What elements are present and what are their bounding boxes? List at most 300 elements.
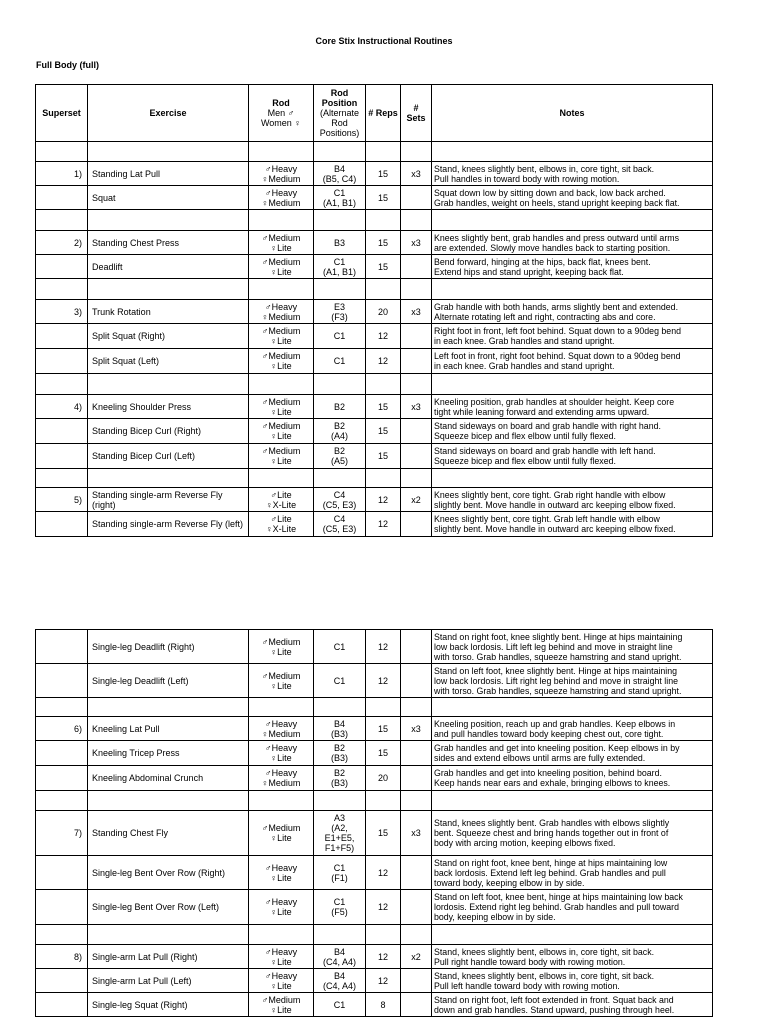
rod-position: C1 (333, 641, 346, 652)
reps-value: 15 (366, 444, 401, 469)
notes-line: sides and extend elbows until arms are fully extended. (434, 753, 646, 763)
rod-position: C1 (333, 862, 346, 873)
empty-cell (314, 210, 366, 231)
superset-number (36, 255, 88, 279)
reps-value: 15 (366, 186, 401, 210)
empty-cell (401, 791, 432, 811)
section-title: Full Body (full) (36, 60, 99, 70)
reps-value: 12 (366, 512, 401, 537)
notes-cell (432, 664, 713, 698)
rod-men: ♂Heavy (264, 897, 298, 907)
exercise-row (36, 444, 713, 469)
empty-cell (432, 469, 713, 488)
rod-men: ♂Medium (261, 256, 301, 267)
sets-value (401, 419, 432, 444)
superset-number (36, 856, 88, 890)
notes-line: in each knee. Grab handles and stand upright. (434, 361, 615, 371)
empty-cell (401, 374, 432, 395)
notes-line: Kneeling position, grab handles at shoulder height. Keep core (434, 396, 675, 407)
sets-value (401, 349, 432, 374)
sets-value (401, 444, 432, 469)
empty-cell (88, 142, 249, 162)
rod-cell (249, 993, 314, 1017)
rod-position-cell (314, 349, 366, 374)
rod-men: ♂Medium (261, 326, 301, 336)
empty-cell (366, 469, 401, 488)
rod-cell (249, 741, 314, 766)
exercise-row (36, 186, 713, 210)
notes-line: Pull right handle toward body with rowing motion. (434, 956, 626, 967)
superset-number: 1) (36, 162, 88, 186)
empty-cell (401, 210, 432, 231)
rod-men: ♂Medium (261, 421, 301, 431)
routine-table-1 (35, 84, 713, 537)
exercise-row (36, 349, 713, 374)
spacer-row (36, 374, 713, 395)
rod-women: ♀Lite (270, 833, 292, 843)
notes-line: Stand on left foot, knee bent, hinge at hips maintaining low back (434, 892, 683, 902)
sets-value (401, 890, 432, 925)
rod-position-cell (314, 993, 366, 1017)
sets-value (401, 969, 432, 993)
rod-women: ♀Lite (270, 1004, 292, 1015)
rod-women: ♀Lite (270, 956, 292, 967)
exercise-row (36, 630, 713, 664)
rod-women: ♀Lite (270, 406, 292, 417)
rod-cell (249, 395, 314, 419)
superset-number (36, 186, 88, 210)
rod-women: ♀Lite (270, 872, 292, 883)
notes-line: Knees slightly bent, core tight. Grab left handle with elbow (434, 514, 660, 524)
empty-cell (88, 210, 249, 231)
rod-position-cell (314, 395, 366, 419)
exercise-name: Kneeling Lat Pull (88, 717, 249, 741)
exercise-name: Kneeling Shoulder Press (88, 395, 249, 419)
empty-cell (88, 925, 249, 945)
empty-cell (314, 791, 366, 811)
empty-cell (366, 142, 401, 162)
superset-number (36, 741, 88, 766)
rod-position-cell (314, 255, 366, 279)
superset-number (36, 664, 88, 698)
notes-cell (432, 162, 713, 186)
notes-line: Stand sideways on board and grab handle with left hand. (434, 446, 656, 456)
exercise-name: Split Squat (Left) (88, 349, 249, 374)
empty-cell (314, 374, 366, 395)
superset-number (36, 630, 88, 664)
empty-cell (366, 698, 401, 717)
exercise-name: Kneeling Tricep Press (88, 741, 249, 766)
rod-men: ♂Heavy (264, 301, 298, 312)
notes-line: Alternate rotating left and right, contracting abs and core. (434, 311, 656, 322)
header-reps: # Reps (366, 85, 401, 142)
rod-cell (249, 231, 314, 255)
exercise-name: Squat (88, 186, 249, 210)
empty-cell (366, 925, 401, 945)
notes-cell (432, 349, 713, 374)
rod-cell (249, 300, 314, 324)
reps-value: 15 (366, 717, 401, 741)
empty-cell (314, 142, 366, 162)
sets-value (401, 856, 432, 890)
rod-cell (249, 890, 314, 925)
rod-men: ♂Medium (261, 396, 301, 407)
sets-value (401, 993, 432, 1017)
exercise-name: Standing Bicep Curl (Left) (88, 444, 249, 469)
notes-line: Stand, knees slightly bent, elbows in, core tight, sit back. (434, 970, 655, 981)
notes-line: Stand sideways on board and grab handle with right hand. (434, 421, 661, 431)
reps-value: 15 (366, 811, 401, 856)
rod-women: ♀Medium (261, 778, 301, 788)
empty-cell (314, 698, 366, 717)
spacer-row (36, 791, 713, 811)
exercise-row (36, 488, 713, 512)
exercise-name: Deadlift (88, 255, 249, 279)
exercise-row (36, 969, 713, 993)
sets-value: x2 (401, 945, 432, 969)
notes-cell (432, 231, 713, 255)
exercise-name: Standing Chest Fly (88, 811, 249, 856)
rod-women: ♀Lite (270, 431, 292, 441)
exercise-row (36, 945, 713, 969)
rod-position-alt: (C4, A4) (322, 956, 356, 967)
exercise-row (36, 255, 713, 279)
notes-line: lordosis. Extend right leg behind. Grab handles and pull toward (434, 902, 679, 912)
rod-men: ♂Medium (261, 636, 301, 647)
notes-line: in each knee. Grab handles and stand upright. (434, 336, 615, 346)
reps-value: 12 (366, 969, 401, 993)
notes-line: Left foot in front, right foot behind. Squat down to a 90deg bend (434, 351, 681, 361)
empty-cell (249, 925, 314, 945)
notes-line: Grab handles and get into kneeling position. Keep elbows in by (434, 743, 680, 753)
empty-cell (249, 469, 314, 488)
rod-women: ♀Lite (270, 336, 292, 346)
exercise-row (36, 717, 713, 741)
rod-men: ♂Heavy (264, 187, 298, 198)
empty-cell (36, 925, 88, 945)
notes-line: Pull left handle toward body with rowing motion. (434, 980, 620, 991)
spacer-row (36, 279, 713, 300)
rod-position-alt: (F1) (331, 872, 348, 883)
notes-cell (432, 993, 713, 1017)
empty-cell (88, 698, 249, 717)
notes-line: Extend hips and stand upright, keeping back flat. (434, 266, 624, 277)
exercise-name: Standing single-arm Reverse Fly (right) (88, 488, 249, 512)
notes-cell (432, 186, 713, 210)
rod-position: B2 (333, 401, 345, 412)
sets-value (401, 512, 432, 537)
header-position-label: Rod Position (321, 88, 358, 108)
reps-value: 15 (366, 741, 401, 766)
exercise-row (36, 993, 713, 1017)
notes-line: back lordosis. Extend left leg behind. Grab handles and pull (434, 867, 666, 878)
rod-position-cell (314, 741, 366, 766)
reps-value: 12 (366, 664, 401, 698)
exercise-row (36, 664, 713, 698)
empty-cell (314, 925, 366, 945)
exercise-row (36, 231, 713, 255)
rod-cell (249, 811, 314, 856)
rod-position: C1 (333, 331, 346, 341)
superset-number: 3) (36, 300, 88, 324)
notes-line: slightly bent. Move handle in outward arc keeping elbow fixed. (434, 499, 676, 510)
rod-cell (249, 444, 314, 469)
rod-position-cell (314, 300, 366, 324)
rod-position: B2 (333, 743, 345, 753)
notes-line: Stand, knees slightly bent. Grab handles with elbows slightly (434, 818, 670, 828)
rod-women: ♀Lite (270, 753, 292, 763)
rod-men: ♂Heavy (264, 970, 298, 981)
rod-cell (249, 717, 314, 741)
header-superset: Superset (36, 85, 88, 142)
spacer-row (36, 469, 713, 488)
exercise-row (36, 741, 713, 766)
empty-cell (432, 279, 713, 300)
empty-cell (88, 791, 249, 811)
rod-position: C1 (333, 897, 346, 907)
header-rod (249, 85, 314, 142)
rod-position-cell (314, 717, 366, 741)
notes-line: Pull handles in toward body with rowing motion. (434, 173, 620, 184)
empty-cell (36, 469, 88, 488)
notes-cell (432, 630, 713, 664)
header-rod-position (314, 85, 366, 142)
notes-cell (432, 419, 713, 444)
notes-line: Kneeling position, reach up and grab handles. Keep elbows in (434, 718, 676, 729)
rod-position: B2 (333, 768, 345, 778)
rod-men: ♂Medium (261, 446, 301, 456)
reps-value: 20 (366, 300, 401, 324)
exercise-name: Standing Lat Pull (88, 162, 249, 186)
superset-number: 7) (36, 811, 88, 856)
header-sets: # Sets (401, 85, 432, 142)
notes-cell (432, 300, 713, 324)
empty-cell (88, 374, 249, 395)
sets-value (401, 324, 432, 349)
empty-cell (401, 469, 432, 488)
rod-position-cell (314, 664, 366, 698)
rod-position-alt: (C5, E3) (322, 524, 357, 534)
exercise-name: Standing Bicep Curl (Right) (88, 419, 249, 444)
empty-cell (36, 791, 88, 811)
exercise-row (36, 766, 713, 791)
spacer-row (36, 925, 713, 945)
superset-number (36, 512, 88, 537)
rod-cell (249, 324, 314, 349)
rod-position-cell (314, 890, 366, 925)
notes-cell (432, 395, 713, 419)
superset-number: 2) (36, 231, 88, 255)
notes-line: body with arcing motion, keeping elbows fixed. (434, 838, 616, 848)
rod-position: E3 (333, 301, 345, 312)
rod-position: B4 (333, 718, 345, 729)
exercise-name: Kneeling Abdominal Crunch (88, 766, 249, 791)
notes-line: Bend forward, hinging at the hips, back flat, knees bent. (434, 256, 651, 267)
rod-position-alt: (A2, E1+E5, F1+F5) (324, 823, 355, 853)
rod-women: ♀Lite (270, 361, 292, 371)
notes-cell (432, 512, 713, 537)
rod-men: ♂Medium (261, 670, 301, 681)
rod-position: C1 (333, 675, 346, 686)
exercise-row (36, 419, 713, 444)
reps-value: 12 (366, 349, 401, 374)
reps-value: 12 (366, 890, 401, 925)
notes-cell (432, 717, 713, 741)
notes-line: Stand on right foot, left foot extended in front. Squat back and (434, 994, 674, 1005)
reps-value: 15 (366, 231, 401, 255)
rod-cell (249, 630, 314, 664)
rod-position: B2 (333, 421, 345, 431)
rod-cell (249, 162, 314, 186)
spacer-row (36, 210, 713, 231)
superset-number (36, 766, 88, 791)
sets-value (401, 766, 432, 791)
header-exercise: Exercise (88, 85, 249, 142)
notes-cell (432, 766, 713, 791)
empty-cell (249, 142, 314, 162)
reps-value: 15 (366, 255, 401, 279)
rod-position-cell (314, 324, 366, 349)
notes-line: Keep hands near ears and exhale, bringing elbows to knees. (434, 778, 671, 788)
exercise-name: Single-leg Deadlift (Right) (88, 630, 249, 664)
notes-line: with torso. Grab handles, squeeze hamstring and stand upright. (434, 651, 682, 662)
empty-cell (36, 142, 88, 162)
superset-number (36, 349, 88, 374)
rod-men: ♂Medium (261, 232, 301, 243)
rod-position: A3 (333, 813, 345, 823)
sets-value: x2 (401, 488, 432, 512)
notes-line: are extended. Slowly move handles back to starting position. (434, 242, 671, 253)
empty-cell (432, 698, 713, 717)
sets-value (401, 741, 432, 766)
reps-value: 12 (366, 630, 401, 664)
empty-cell (366, 374, 401, 395)
rod-men: ♂Lite (270, 514, 292, 524)
empty-cell (401, 279, 432, 300)
rod-women: ♀Lite (270, 680, 292, 691)
reps-value: 12 (366, 488, 401, 512)
rod-position-alt: (C4, A4) (322, 980, 356, 991)
sets-value (401, 630, 432, 664)
superset-number (36, 890, 88, 925)
superset-number (36, 444, 88, 469)
notes-line: Grab handle with both hands, arms slightly bent and extended. (434, 301, 679, 312)
empty-cell (401, 142, 432, 162)
notes-line: Stand, knees slightly bent, elbows in, core tight, sit back. (434, 946, 655, 957)
notes-line: low back lordosis. Lift left leg behind and move in straight line (434, 641, 673, 652)
notes-line: Stand on right foot, knee slightly bent. Hinge at hips maintaining (434, 631, 683, 642)
notes-cell (432, 324, 713, 349)
rod-men: ♂Heavy (264, 946, 298, 957)
rod-women: ♀Lite (270, 980, 292, 991)
superset-number (36, 969, 88, 993)
rod-cell (249, 766, 314, 791)
rod-women: ♀Lite (270, 907, 292, 917)
rod-position-alt: (B3) (330, 778, 348, 788)
notes-line: toward body, keeping elbow in by side. (434, 877, 585, 888)
superset-number: 6) (36, 717, 88, 741)
notes-cell (432, 811, 713, 856)
notes-line: Knees slightly bent, core tight. Grab right handle with elbow (434, 489, 666, 500)
empty-cell (36, 210, 88, 231)
notes-line: Squat down low by sitting down and back, low back arched. (434, 187, 666, 198)
sets-value: x3 (401, 395, 432, 419)
notes-line: Stand on left foot, knee slightly bent. Hinge at hips maintaining (434, 665, 678, 676)
rod-women: ♀Medium (261, 173, 301, 184)
empty-cell (432, 374, 713, 395)
rod-position: C4 (333, 514, 346, 524)
empty-cell (88, 469, 249, 488)
exercise-row (36, 811, 713, 856)
header-rod-men: Men ♂ (267, 108, 295, 118)
rod-cell (249, 255, 314, 279)
empty-cell (314, 279, 366, 300)
exercise-row (36, 324, 713, 349)
exercise-row (36, 300, 713, 324)
empty-cell (401, 925, 432, 945)
rod-men: ♂Heavy (264, 743, 298, 753)
empty-cell (249, 279, 314, 300)
empty-cell (432, 210, 713, 231)
rod-women: ♀Lite (270, 242, 292, 253)
sets-value: x3 (401, 300, 432, 324)
rod-men: ♂Medium (261, 823, 301, 833)
superset-number (36, 324, 88, 349)
rod-position-cell (314, 231, 366, 255)
rod-position: C1 (333, 999, 346, 1010)
exercise-row (36, 890, 713, 925)
notes-line: body, keeping elbow in by side. (434, 912, 556, 922)
empty-cell (36, 698, 88, 717)
rod-cell (249, 419, 314, 444)
reps-value: 15 (366, 395, 401, 419)
notes-line: bent. Squeeze chest and bring hands together out in front of (434, 828, 669, 838)
notes-line: slightly bent. Move handle in outward arc keeping elbow fixed. (434, 524, 676, 534)
empty-cell (432, 925, 713, 945)
notes-line: Squeeze bicep and flex elbow until fully flexed. (434, 456, 616, 466)
empty-cell (249, 374, 314, 395)
notes-line: Squeeze bicep and flex elbow until fully flexed. (434, 431, 616, 441)
spacer-row (36, 142, 713, 162)
rod-position-alt: (A1, B1) (322, 197, 356, 208)
rod-position-cell (314, 766, 366, 791)
rod-men: ♂Heavy (264, 768, 298, 778)
rod-men: ♂Medium (261, 994, 301, 1005)
rod-position-alt: (F3) (331, 311, 348, 322)
exercise-name: Single-leg Squat (Right) (88, 993, 249, 1017)
notes-cell (432, 488, 713, 512)
empty-cell (88, 279, 249, 300)
rod-position: B3 (333, 237, 345, 248)
sets-value (401, 186, 432, 210)
rod-women: ♀Medium (261, 311, 301, 322)
notes-line: Grab handles, weight on heels, stand upright keeping back flat. (434, 197, 680, 208)
notes-cell (432, 890, 713, 925)
rod-position: B4 (333, 970, 345, 981)
notes-cell (432, 969, 713, 993)
empty-cell (401, 698, 432, 717)
rod-men: ♂Heavy (264, 862, 298, 873)
rod-position-alt: (B3) (330, 753, 348, 763)
rod-cell (249, 945, 314, 969)
rod-position: C4 (333, 489, 346, 500)
notes-cell (432, 856, 713, 890)
empty-cell (366, 279, 401, 300)
notes-line: tight while leaning forward and extending arms upward. (434, 406, 650, 417)
exercise-name: Single-leg Bent Over Row (Right) (88, 856, 249, 890)
superset-number: 5) (36, 488, 88, 512)
rod-position-cell (314, 512, 366, 537)
